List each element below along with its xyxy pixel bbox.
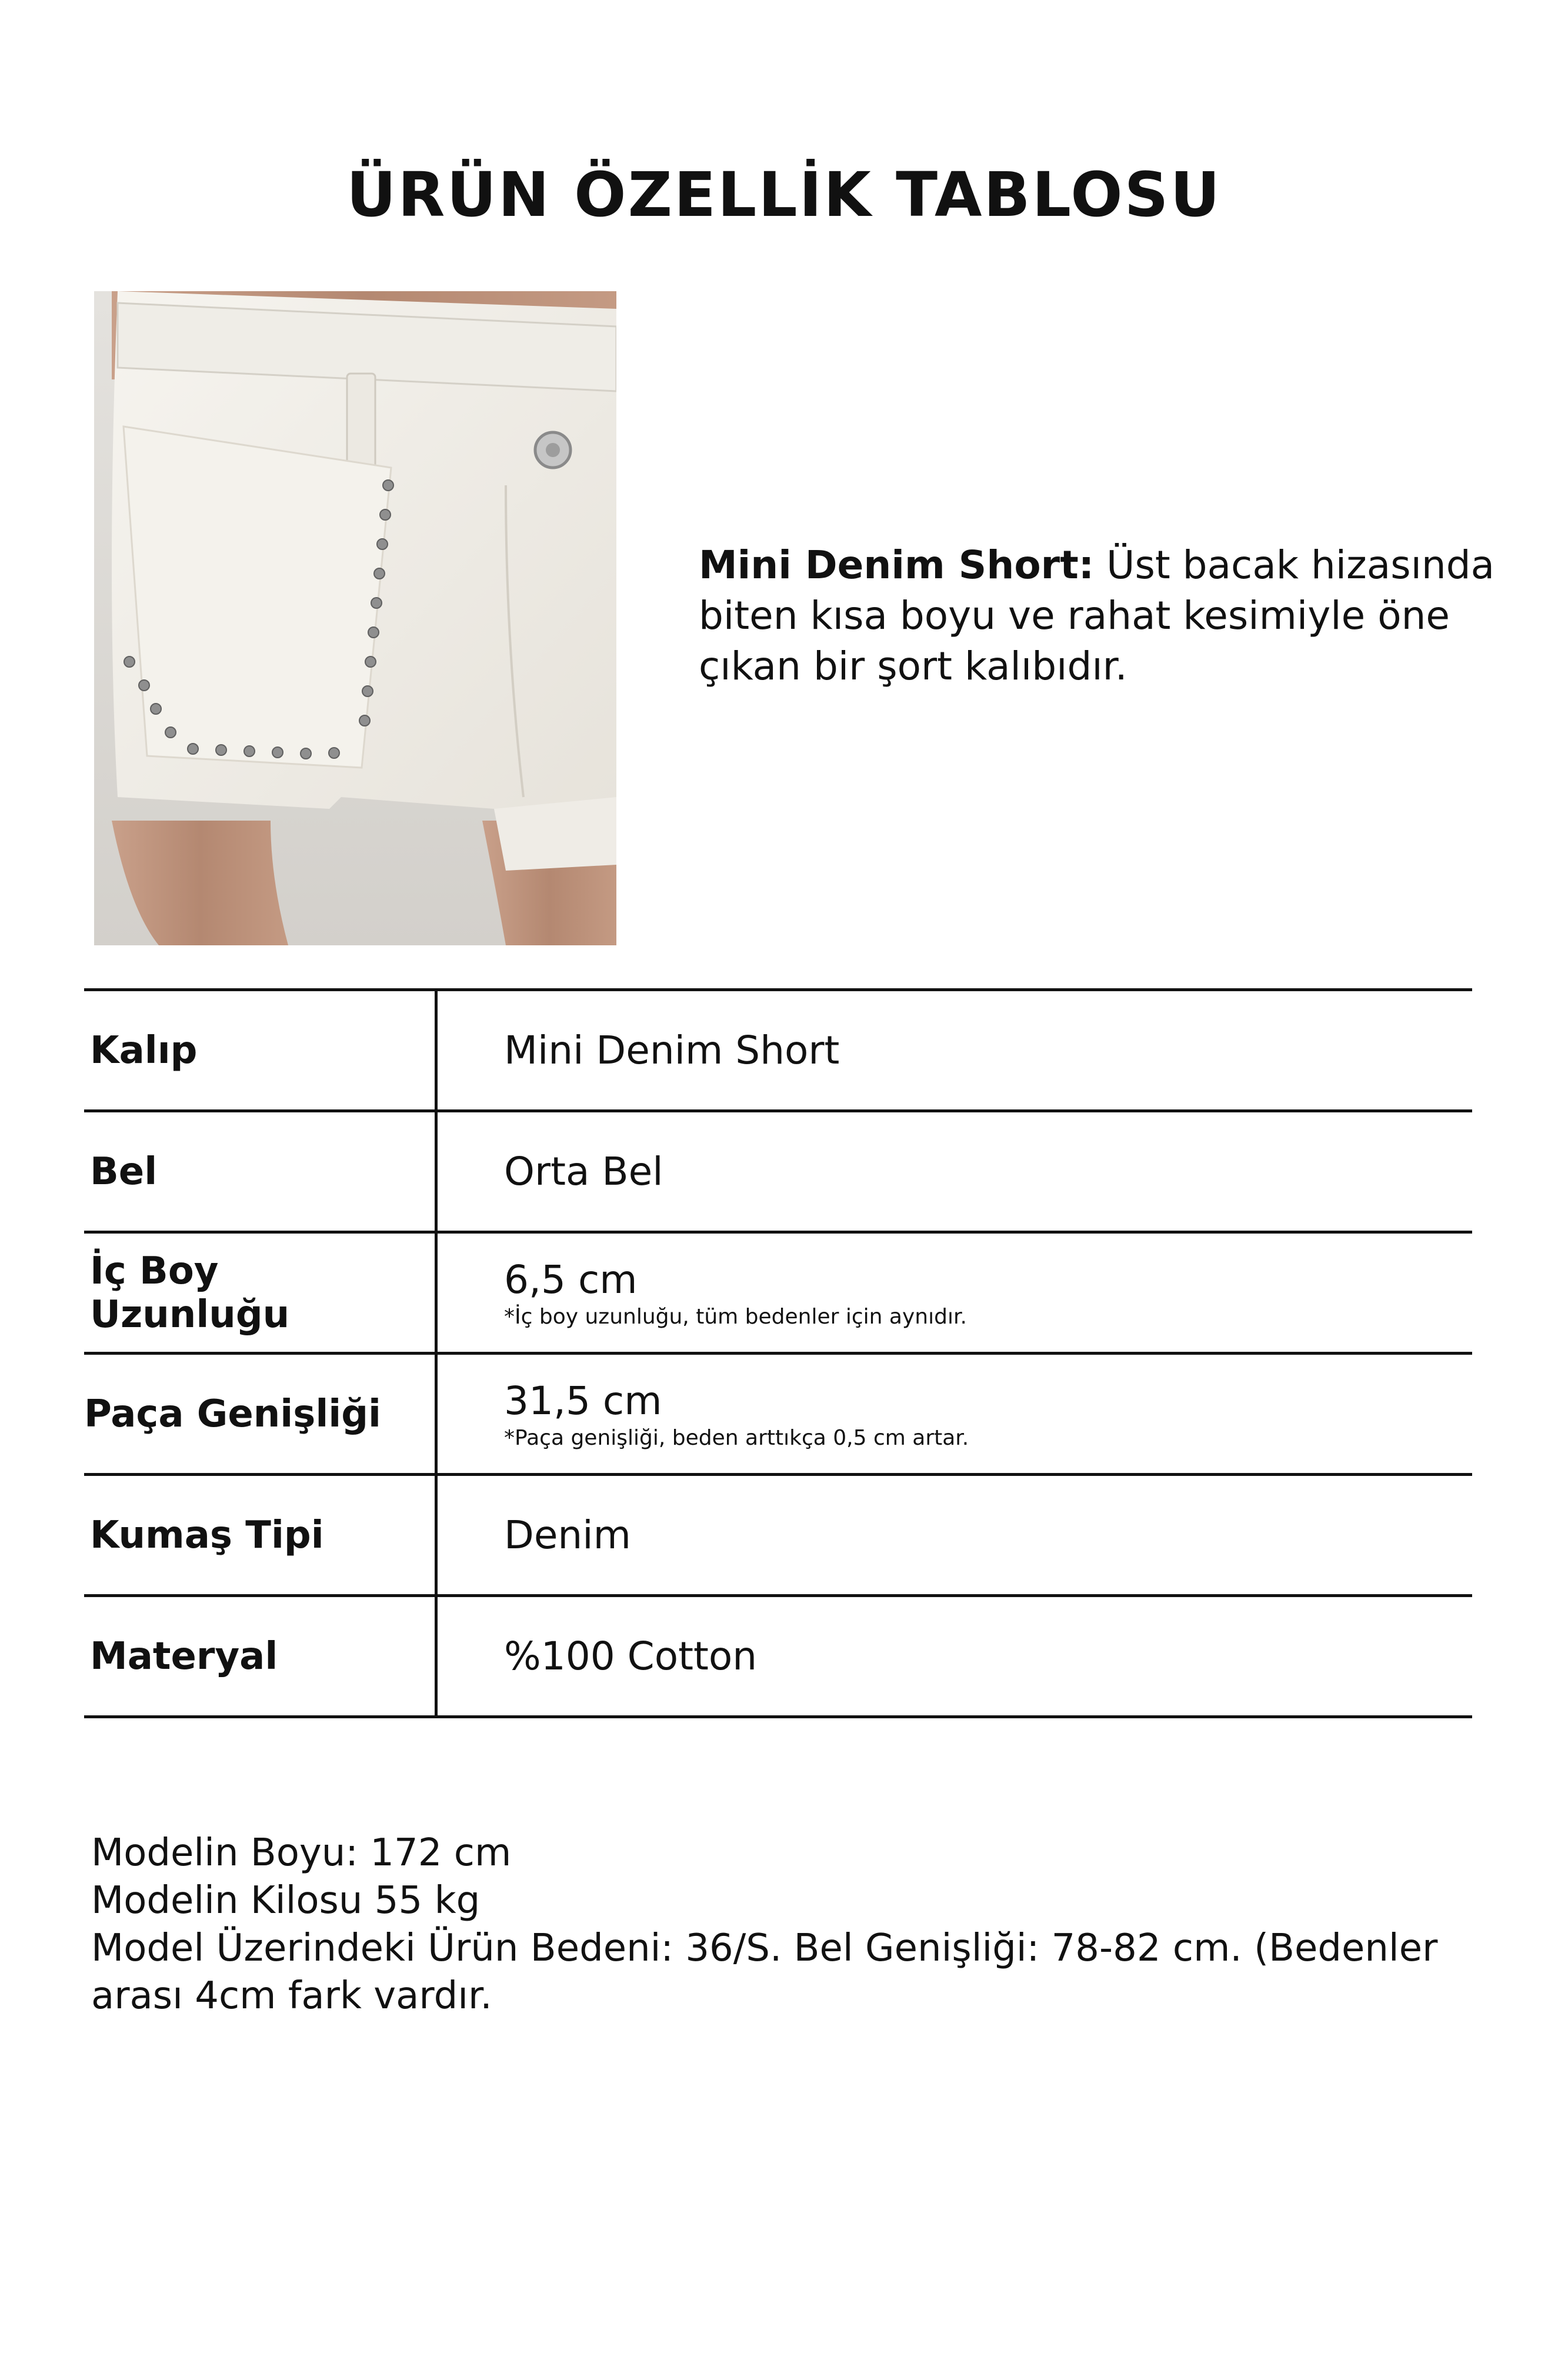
spec-value: %100 Cotton	[504, 1634, 758, 1679]
spec-label: İç Boy Uzunluğu	[90, 1249, 290, 1337]
spec-label: Materyal	[90, 1634, 278, 1678]
spec-row-bel	[84, 1112, 1472, 1234]
spec-value: Denim	[504, 1512, 631, 1558]
spec-value: Orta Bel	[504, 1149, 663, 1194]
column-divider	[435, 991, 438, 1109]
spec-table	[84, 988, 1472, 1718]
spec-row-materyal	[84, 1597, 1472, 1718]
spec-row-ic-boy	[84, 1234, 1472, 1355]
column-divider	[435, 1476, 438, 1594]
model-height: Modelin Boyu: 172 cm	[91, 1831, 512, 1875]
model-size: Model Üzerindeki Ürün Bedeni: 36/S. Bel Genişliği: 78-82 cm. (Bedenler arası 4cm fark vardır.	[91, 1927, 1438, 2018]
column-divider	[435, 1355, 438, 1473]
page-title: ÜRÜN ÖZELLİK TABLOSU	[346, 159, 1222, 231]
spec-note: *İç boy uzunluğu, tüm bedenler için aynıdır.	[504, 1304, 967, 1329]
spec-label: Kumaş Tipi	[90, 1513, 324, 1557]
spec-value-cell	[504, 1234, 1445, 1352]
spec-value-cell	[504, 1476, 1445, 1594]
spec-note: *Paça genişliği, beden arttıkça 0,5 cm artar.	[504, 1425, 969, 1450]
spec-value-cell	[504, 1597, 1445, 1715]
description-text: Üst bacak hizasında biten kısa boyu ve rahat kesimiyle öne çıkan bir şort kalıbıdır.	[699, 542, 1495, 689]
column-divider	[435, 1112, 438, 1231]
spec-row-kumas	[84, 1476, 1472, 1597]
product-description	[699, 540, 1499, 692]
spec-value: Mini Denim Short	[504, 1028, 840, 1073]
column-divider	[435, 1234, 438, 1352]
spec-label: Kalıp	[90, 1028, 198, 1072]
product-photo	[94, 291, 616, 945]
spec-value-cell	[504, 1112, 1445, 1231]
spec-value-cell	[504, 991, 1445, 1109]
spec-label: Bel	[90, 1149, 158, 1194]
spec-row-kalip	[84, 991, 1472, 1112]
model-info	[91, 1829, 1491, 2020]
spec-value: 6,5 cm	[504, 1257, 638, 1302]
column-divider	[435, 1597, 438, 1715]
description-title: Mini Denim Short:	[699, 542, 1095, 588]
spec-value-cell	[504, 1355, 1445, 1473]
spec-label: Paça Genişliği	[84, 1392, 381, 1436]
spec-row-paca	[84, 1355, 1472, 1476]
model-weight: Modelin Kilosu 55 kg	[91, 1879, 481, 1922]
spec-value: 31,5 cm	[504, 1378, 662, 1424]
